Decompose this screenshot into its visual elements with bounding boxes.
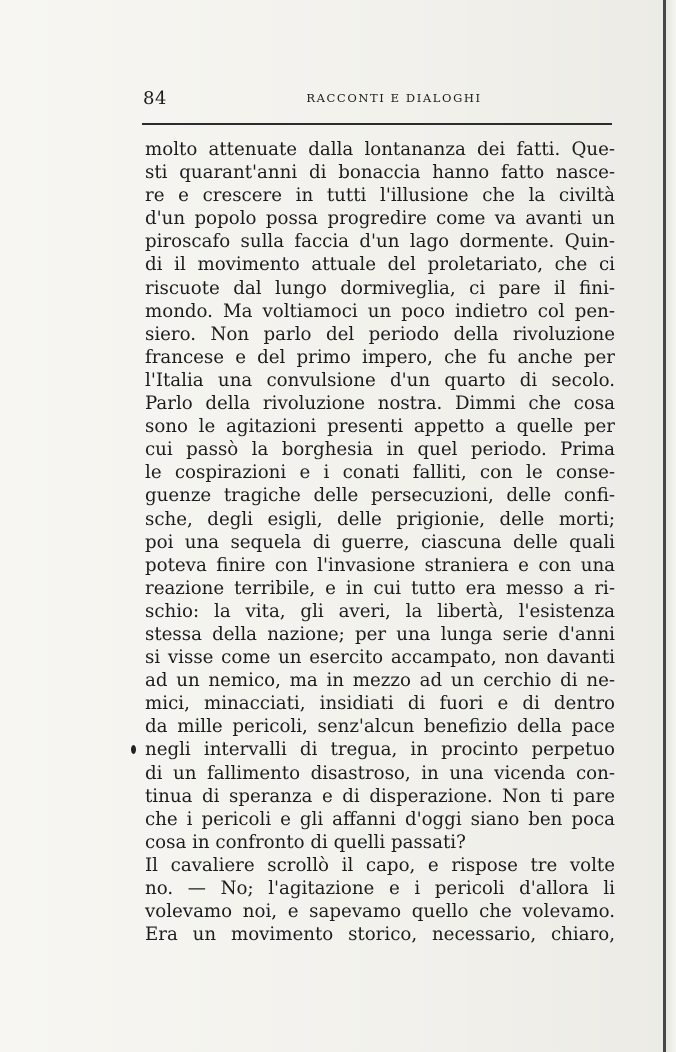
text-line: mondo. Ma voltiamoci un poco indietro col pen- [145,300,615,322]
body-text [145,138,615,946]
text-line: re e crescere in tutti l'illusione che la civiltà [145,185,615,207]
text-line: reazione terribile, e in cui tutto era messo a ri- [145,577,615,599]
text-line: da mille pericoli, senz'alcun benefizio della pace [145,716,615,738]
text-line: Parlo della rivoluzione nostra. Dimmi che cosa [145,393,615,415]
text-line: schio: la vita, gli averi, la libertà, l'esistenza [145,600,615,622]
text-line: guenze tragiche delle persecuzioni, delle confi- [145,485,615,507]
text-line: molto attenuate dalla lontananza dei fatti. Que- [145,139,615,160]
text-line: sono le agitazioni presenti appetto a quelle per [145,416,615,438]
page-number: 84 [143,88,167,109]
page-header [143,88,615,118]
text-line: si visse come un esercito accampato, non davanti [145,647,615,669]
text-line: di il movimento attuale del proletariato, che ci [145,254,615,276]
page-edge-line [663,0,666,1052]
text-line: no. — No; l'agitazione e i pericoli d'allora li [145,878,615,899]
text-line: cosa in confronto di quelli passati? [145,831,466,853]
text-line: francese e del primo impero, che fu anche per [145,346,615,368]
ink-blot [131,745,136,754]
text-line: cui passò la borghesia in quel periodo. Prima [145,439,615,461]
header-rule [142,123,612,125]
text-line: negli intervalli di tregua, in procinto perpetuo [145,739,615,761]
text-line: poi una sequela di guerre, ciascuna delle quali [145,531,615,553]
text-line: l'Italia una convulsione d'un quarto di secolo. [145,369,615,391]
page-gutter-shadow [666,0,676,1052]
text-line: riscuote dal lungo dormiveglia, ci pare il fini- [145,277,615,299]
text-line: di un fallimento disastroso, in una vicenda con- [145,762,615,784]
text-line: Era un movimento storico, necessario, chiaro, [145,924,615,946]
text-line: siero. Non parlo del periodo della rivoluzione [145,323,615,345]
text-line: che i pericoli e gli affanni d'oggi siano ben poca [145,808,615,830]
text-line: piroscafo sulla faccia d'un lago dormente. Quin- [145,231,615,253]
text-line: mici, minacciati, insidiati di fuori e di dentro [145,693,615,715]
text-line: ad un nemico, ma in mezzo ad un cerchio di ne- [145,670,615,692]
text-line: stessa della nazione; per una lunga serie d'anni [145,623,615,645]
text-line: volevamo noi, e sapevamo quello che volevamo. [145,901,615,923]
text-line: sti quarant'anni di bonaccia hanno fatto nasce- [145,162,615,184]
text-line: le cospirazioni e i conati falliti, con le conse- [145,462,615,484]
text-line: tinua di speranza e di disperazione. Non ti pare [145,785,615,807]
text-line: d'un popolo possa progredire come va avanti un [145,208,615,230]
text-line: sche, degli esigli, delle prigionie, delle morti; [145,508,615,530]
text-line: poteva finire con l'invasione straniera e con una [145,554,615,576]
text-line: Il cavaliere scrollò il capo, e rispose tre volte [145,854,615,876]
running-title: RACCONTI E DIALOGHI [306,91,482,105]
